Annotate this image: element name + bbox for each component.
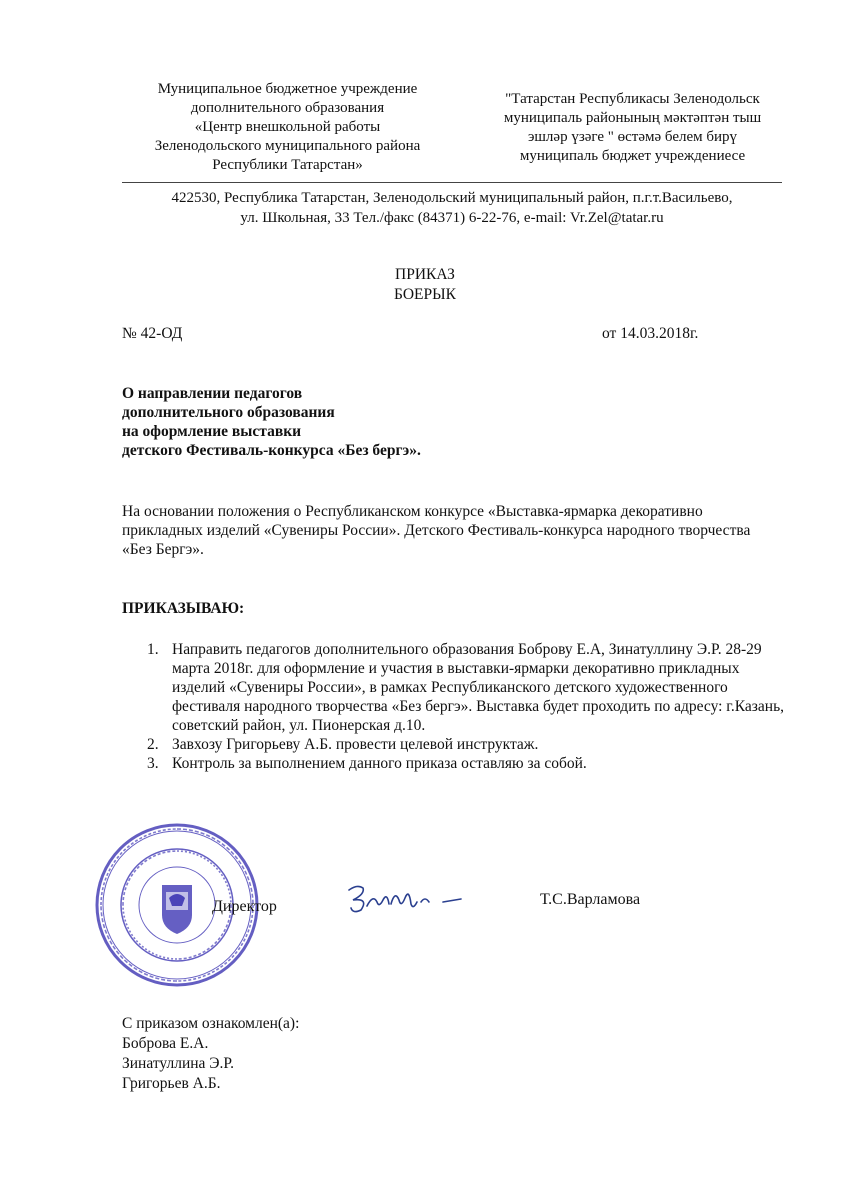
signatory-role: Директор <box>212 898 277 915</box>
list-item <box>122 735 792 754</box>
org-line: «Центр внешкольной работы <box>194 119 381 135</box>
list-item <box>122 640 792 735</box>
subject-line: О направлении педагогов <box>122 385 303 402</box>
document-title <box>320 265 530 305</box>
item-text: Завхозу Григорьеву А.Б. провести целевой инструктаж. <box>172 736 539 753</box>
acquainted-name: Зинатуллина Э.Р. <box>122 1055 234 1072</box>
address-line: 422530, Республика Татарстан, Зеленодольский муниципальный район, п.г.т.Васильево, <box>171 190 733 206</box>
org-address <box>122 188 782 228</box>
org-line: эшләр үзәге " өстәмә белем бирү <box>527 129 738 145</box>
item-number: 3. <box>147 755 159 772</box>
subject-line: на оформление выставки <box>122 423 302 440</box>
acquainted-name: Григорьев А.Б. <box>122 1075 221 1092</box>
item-number: 2. <box>147 736 159 753</box>
org-name-tatar <box>490 90 775 166</box>
order-subject <box>122 384 421 460</box>
item-text: Направить педагогов дополнительного образования Боброву Е.А, Зинатуллину Э.Р. 28-29 марта 2018г. для оформление и участия в выставки-ярмарки декоративно прикладных изделий «Сувениры России», в рамках Республиканского детского художественного фестиваля народного творчества «Без бергэ». Выставка будет проходить по адресу: г.Казань, советский район, ул. Пионерская д.10. <box>172 641 785 734</box>
item-number: 1. <box>147 641 159 658</box>
subject-line: дополнительного образования <box>122 404 335 421</box>
header-divider <box>122 182 782 183</box>
org-line: муниципаль районының мәктәптән тыш <box>503 110 762 126</box>
order-number: № 42-ОД <box>122 325 183 342</box>
order-date: от 14.03.2018г. <box>602 325 699 342</box>
acquaintance-heading: С приказом ознакомлен(а): <box>122 1015 300 1032</box>
list-item <box>122 754 792 773</box>
org-line: Зеленодольского муниципального района <box>154 138 421 154</box>
org-line: дополнительного образования <box>190 100 385 116</box>
org-line: Муниципальное бюджетное учреждение <box>157 81 418 97</box>
coat-of-arms-icon <box>162 885 192 934</box>
org-line: Республики Татарстан» <box>212 157 363 173</box>
order-heading: ПРИКАЗЫВАЮ: <box>122 600 245 617</box>
address-line: ул. Школьная, 33 Тел./факс (84371) 6-22-76, e-mail: Vr.Zel@tatar.ru <box>240 210 664 226</box>
title-russian: ПРИКАЗ <box>395 266 455 283</box>
org-line: "Татарстан Республикасы Зеленодольск <box>505 91 760 107</box>
org-line: муниципаль бюджет учреждениесе <box>519 148 746 164</box>
org-name-russian <box>125 80 450 175</box>
title-tatar: БОЕРЫК <box>394 286 456 303</box>
handwritten-signature <box>343 876 473 921</box>
signatory-name: Т.С.Варламова <box>540 891 641 908</box>
subject-line: детского Фестиваль-конкурса «Без бергэ». <box>122 442 421 459</box>
acquainted-name: Боброва Е.А. <box>122 1035 209 1052</box>
basis-paragraph: На основании положения о Республиканском конкурсе «Выставка-ярмарка декоративно прикладных изделий «Сувениры России». Детского Фестиваль-конкурса народного творчества «Без Бергэ». <box>122 503 751 558</box>
item-text: Контроль за выполнением данного приказа оставляю за собой. <box>172 755 587 772</box>
order-items <box>122 640 792 773</box>
acquaintance-block <box>122 1014 299 1094</box>
